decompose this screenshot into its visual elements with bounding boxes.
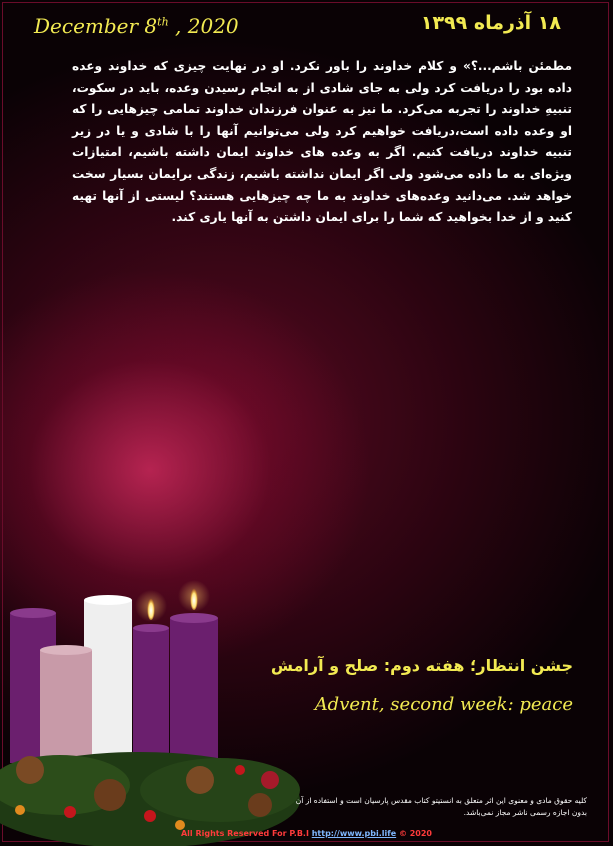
flame-icon	[190, 586, 198, 610]
flame-icon	[147, 596, 155, 620]
date-english-suffix: th	[157, 15, 169, 29]
date-english	[34, 14, 239, 38]
copyright-notice-persian: کلیه حقوق مادی و معنوی این اثر متعلق به انستیتو کتاب مقدس پارسیان است و استفاده از آن بدون اجازه رسمی ناشر مجاز نمی‌باشد.	[295, 796, 587, 817]
date-english-day: December 8	[34, 14, 158, 38]
footer-copyright	[0, 829, 613, 838]
footer-year: © 2020	[396, 829, 432, 838]
date-persian: ۱۸ آذرماه ۱۳۹۹	[420, 12, 561, 34]
advent-candles-illustration	[0, 580, 300, 846]
website-link[interactable]: http://www.pbi.life	[311, 829, 397, 838]
footer-text: All Rights Reserved For P.B.I	[180, 829, 312, 838]
title-persian: جشن انتظار؛ هفته دوم: صلح و آرامش	[270, 656, 573, 675]
title-english: Advent, second week: peace	[314, 694, 573, 715]
date-english-year: , 2020	[168, 14, 239, 38]
devotional-paragraph: مطمئن باشم...؟» و کلام خداوند را باور نکرد. او در نهایت چیزی که خداوند وعده داده بود را دریافت کرد ولی به جای شادی از به انجام رسیدن وعده، باید در سکوت، تنبیهِ خداوند را تجربه می‌کرد. ما نیز به عنوان فرزندان خداوند تمامی چیزهایی را که او وعده داده است،دریافت خواهیم کرد ولی می‌توانیم آنها را با شادی و یا در زیر تنبیه خداوند دریافت کنیم. اگر به وعده های خداوند ایمان داشته باشیم، امتیازات ویژه‌ای به ما داده می‌شود ولی اگر ایمان نداشته باشیم، زندگی برایمان بسیار سخت خواهد شد. می‌دانید وعده‌های خداوند به ما چه چیزهایی هستند؟ لیستی از آنها تهیه کنید و از خدا بخواهید که شما را برای ایمان داشتن به آنها یاری کند.	[72, 59, 572, 225]
